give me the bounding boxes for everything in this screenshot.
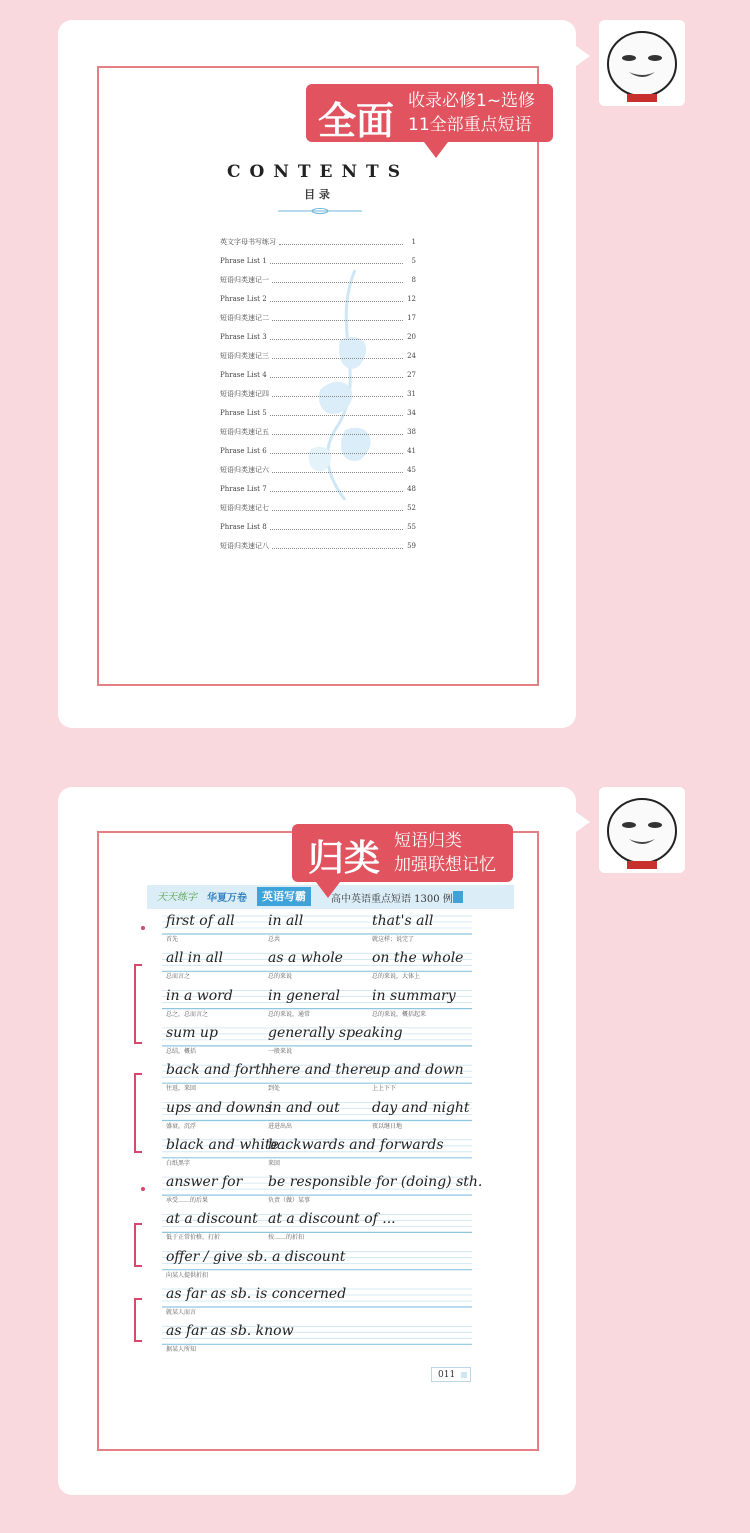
phrase-chinese: 就这样；说完了 (372, 936, 415, 943)
phrase-english: in all (268, 913, 304, 929)
callout-line-2: 加强联想记忆 (394, 855, 496, 875)
avatar-2[interactable] (599, 787, 685, 873)
phrase-english: ups and downs (166, 1099, 272, 1116)
toc-page: 52 (407, 503, 416, 512)
toc-label: Phrase List 8 (220, 522, 267, 531)
toc-row[interactable] (220, 327, 416, 346)
phrase-english: answer for (166, 1174, 243, 1191)
phrase-english: day and night (372, 1099, 470, 1116)
toc-leader (270, 334, 403, 340)
toc-label: Phrase List 4 (220, 370, 267, 379)
phrase-chinese: 盛衰，沉浮 (166, 1122, 197, 1130)
toc-page: 1 (411, 237, 416, 246)
phrase-english: sum up (166, 1024, 218, 1041)
toc-label: 短语归类速记八 (220, 541, 269, 550)
toc-leader (272, 543, 403, 549)
group-dot-marker (141, 1187, 145, 1191)
toc-page: 41 (407, 446, 416, 455)
phrase-english: offer / give sb. a discount (166, 1248, 346, 1265)
toc-label: Phrase List 3 (220, 332, 267, 341)
phrase-english: in and out (268, 1099, 340, 1116)
toc-leader (270, 296, 403, 302)
callout-line-1: 收录必修1~选修 (408, 91, 536, 111)
toc-row[interactable] (220, 460, 416, 479)
toc-label: Phrase List 5 (220, 408, 267, 417)
phrase-chinese: 到处 (268, 1085, 281, 1093)
toc-row[interactable] (220, 232, 416, 251)
phrase-chinese: 总的来说，通常 (268, 1010, 311, 1018)
group-bracket-marker (134, 1223, 142, 1267)
phrase-chinese: 一般来说 (268, 1047, 293, 1055)
header-tag: 英语写霸 (257, 887, 311, 906)
toc-leader (272, 277, 403, 283)
toc-page: 55 (407, 522, 416, 531)
toc-row[interactable] (220, 365, 416, 384)
phrase-english: black and white (166, 1136, 279, 1153)
toc-leader (270, 258, 403, 264)
toc-page: 24 (407, 351, 416, 360)
contents-subtitle: 目 录 (304, 188, 330, 201)
toc-leader (272, 391, 403, 397)
ornament-divider-icon (278, 208, 362, 214)
page-number-text: 011 (438, 1370, 456, 1380)
callout-classify (292, 824, 513, 882)
phrase-english: on the whole (372, 950, 464, 967)
toc-row[interactable] (220, 422, 416, 441)
toc-row[interactable] (220, 536, 416, 555)
header-title: 高中英语重点短语 1300 例 (331, 894, 453, 905)
toc-page: 45 (407, 465, 416, 474)
toc-label: 短语归类速记五 (220, 427, 269, 436)
phrase-chinese: 总而言之 (166, 973, 191, 981)
toc-leader (272, 353, 403, 359)
phrase-english: as a whole (268, 950, 343, 967)
callout-line-2: 11全部重点短语 (408, 115, 532, 135)
contents-title: CONTENTS (227, 162, 409, 182)
toc-leader (270, 524, 403, 530)
header-brand: 华夏万卷 (207, 893, 247, 904)
toc-label: 短语归类速记四 (220, 389, 269, 398)
phrase-english: in general (268, 987, 341, 1004)
toc-row[interactable] (220, 498, 416, 517)
toc-page: 17 (407, 313, 416, 322)
toc-page: 31 (407, 389, 416, 398)
toc-leader (272, 505, 403, 511)
toc-page: 48 (407, 484, 416, 493)
toc-page: 5 (411, 256, 416, 265)
toc-label: Phrase List 2 (220, 294, 267, 303)
toc-row[interactable] (220, 251, 416, 270)
phrase-chinese: 上上下下 (372, 1085, 397, 1093)
phrase-chinese: 据某人所知 (166, 1346, 197, 1354)
toc-row[interactable] (220, 441, 416, 460)
phrase-chinese: 就某人而言 (166, 1309, 197, 1316)
toc-row[interactable] (220, 308, 416, 327)
toc-page: 34 (407, 408, 416, 417)
toc-page: 38 (407, 427, 416, 436)
toc-label: Phrase List 6 (220, 446, 267, 455)
header-logo: 天天练字 (157, 892, 197, 903)
toc-page: 27 (407, 370, 416, 379)
toc-label: 英文字母书写练习 (220, 237, 276, 246)
toc-label: 短语归类速记二 (220, 313, 269, 322)
toc-leader (270, 448, 403, 454)
toc-page: 12 (407, 294, 416, 303)
toc-leader (270, 372, 403, 378)
toc-row[interactable] (220, 289, 416, 308)
phrase-chinese: 总之，总而言之 (166, 1010, 209, 1018)
toc-leader (272, 315, 403, 321)
page-number (431, 1367, 471, 1382)
bubble-tail-1 (576, 46, 590, 66)
toc-label: 短语归类速记三 (220, 351, 269, 360)
phrase-chinese: 负责（做）某事 (268, 1197, 311, 1205)
toc-leader (272, 467, 403, 473)
phrase-chinese: 按……的折扣 (268, 1234, 305, 1242)
phrase-chinese: 进进出出 (268, 1122, 293, 1130)
toc-page: 20 (407, 332, 416, 341)
callout-line-1: 短语归类 (394, 831, 462, 851)
phrase-english: at a discount of ... (268, 1211, 396, 1228)
phrase-chinese: 白纸黑字 (166, 1159, 191, 1167)
phrase-english: first of all (166, 913, 235, 929)
phrase-english: up and down (372, 1062, 464, 1079)
phrase-english: back and forth (166, 1062, 270, 1079)
phrase-chinese: 向某人提供折扣 (166, 1271, 209, 1279)
phrase-chinese: 总的来说，概括起来 (372, 1010, 427, 1018)
phrase-chinese: 夜以继日地 (372, 1122, 403, 1130)
phrase-english: that's all (372, 913, 434, 929)
speech-pointer-icon (316, 882, 340, 898)
header-marker-icon (453, 891, 463, 903)
toc-label: Phrase List 7 (220, 484, 267, 493)
toc-row[interactable] (220, 517, 416, 536)
phrase-english: backwards and forwards (268, 1136, 444, 1153)
phrase-chinese: 来回 (268, 1159, 281, 1167)
group-dot-marker (141, 926, 145, 930)
toc-page: 59 (407, 541, 416, 550)
table-of-contents (220, 232, 416, 555)
phrase-chinese: 总的来说，大体上 (372, 973, 421, 981)
phrase-english: be responsible for (doing) sth. (268, 1174, 483, 1191)
callout-comprehensive (306, 84, 553, 142)
page-corner-icon (461, 1372, 467, 1378)
toc-leader (272, 429, 403, 435)
phrase-english: in summary (372, 987, 456, 1004)
phrase-english: as far as sb. is concerned (166, 1286, 347, 1302)
toc-page: 8 (411, 275, 416, 284)
phrase-chinese: 总共 (268, 936, 281, 943)
phrase-english: in a word (166, 987, 233, 1004)
callout-big-text: 全面 (318, 99, 395, 143)
phrase-chinese: 总结，概括 (166, 1047, 197, 1055)
toc-row[interactable] (220, 346, 416, 365)
phrase-english: here and there (268, 1062, 374, 1079)
group-bracket-marker (134, 1298, 142, 1342)
toc-leader (270, 410, 403, 416)
toc-label: Phrase List 1 (220, 256, 267, 265)
phrase-chinese: 承受……的后果 (166, 1197, 209, 1205)
phrase-english: at a discount (166, 1211, 258, 1228)
phrase-english: all in all (166, 950, 223, 967)
phrase-english: generally speaking (268, 1024, 403, 1041)
toc-row[interactable] (220, 403, 416, 422)
phrase-english: as far as sb. know (166, 1323, 294, 1340)
phrase-chinese: 低于正常价格，打折 (166, 1234, 221, 1242)
phrase-chinese: 首先 (166, 936, 179, 943)
bubble-tail-2 (576, 812, 590, 832)
meme-face-icon (599, 787, 685, 873)
toc-label: 短语归类速记一 (220, 275, 269, 284)
toc-row[interactable] (220, 270, 416, 289)
callout-big-text: 归类 (308, 838, 381, 879)
toc-label: 短语归类速记七 (220, 503, 269, 512)
toc-label: 短语归类速记六 (220, 465, 269, 474)
toc-leader (270, 486, 403, 492)
meme-face-icon (599, 20, 685, 106)
group-bracket-marker (134, 1073, 142, 1153)
toc-row[interactable] (220, 384, 416, 403)
toc-row[interactable] (220, 479, 416, 498)
phrase-chinese: 往返，来回 (166, 1085, 197, 1093)
group-bracket-marker (134, 964, 142, 1044)
avatar-1[interactable] (599, 20, 685, 106)
speech-pointer-icon (424, 142, 448, 158)
phrase-chinese: 总的来说 (268, 973, 293, 981)
toc-leader (279, 239, 403, 245)
